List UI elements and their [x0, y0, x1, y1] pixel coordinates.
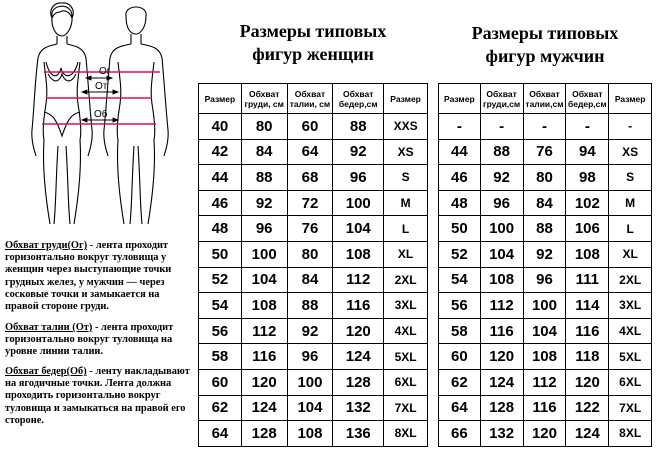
men-table-cell: 104 [523, 318, 566, 344]
women-table-cell: 48 [199, 216, 242, 242]
women-table-cell: 96 [287, 344, 333, 370]
men-title-line1: Размеры типовых [471, 23, 619, 43]
men-table-row [439, 216, 652, 242]
men-table-cell: 102 [566, 190, 609, 216]
women-table-cell: 5XL [384, 344, 428, 370]
women-table-row [199, 293, 428, 319]
men-table-cell: 6XL [609, 369, 652, 395]
women-table-cell: 80 [287, 241, 333, 267]
women-table-cell: 2XL [384, 267, 428, 293]
men-table-cell: 114 [566, 293, 609, 319]
women-table-cell: 100 [287, 369, 333, 395]
men-table-cell: 120 [480, 344, 523, 370]
women-table-cell: 108 [333, 241, 384, 267]
hips-term: Обхват бедер(Об) [5, 366, 87, 377]
waist-description [5, 322, 192, 359]
women-table-body [199, 114, 428, 447]
women-table-cell: 84 [241, 139, 287, 165]
men-table-row [439, 395, 652, 421]
men-table-cell: - [566, 114, 609, 140]
men-table-cell: 120 [566, 369, 609, 395]
women-table-cell: 7XL [384, 395, 428, 421]
men-table-cell: 111 [566, 267, 609, 293]
men-header-row [439, 84, 652, 114]
men-table-cell: 118 [566, 344, 609, 370]
men-table-cell: 116 [523, 395, 566, 421]
men-table-cell: 112 [480, 293, 523, 319]
women-table-cell: 128 [241, 421, 287, 447]
female-figure-back [104, 7, 168, 224]
men-table-row [439, 369, 652, 395]
women-table-cell: 108 [241, 293, 287, 319]
women-header-cell: Размер [384, 84, 428, 114]
men-header-cell: Обхват бедер,см [566, 84, 609, 114]
men-table-cell: 92 [523, 241, 566, 267]
women-header-cell: Обхват бедер,см [333, 84, 384, 114]
women-table-cell: 42 [199, 139, 242, 165]
women-table-cell: 62 [199, 395, 242, 421]
women-table-cell: 44 [199, 165, 242, 191]
women-table-cell: 92 [333, 139, 384, 165]
waist-term: Обхват талии (От) [5, 322, 93, 333]
men-header-cell: Размер [439, 84, 481, 114]
women-table-cell: 92 [241, 190, 287, 216]
men-table-cell: 44 [439, 139, 481, 165]
women-header-row [199, 84, 428, 114]
men-header-cell: Обхват груди,см [480, 84, 523, 114]
men-table-cell: 76 [523, 139, 566, 165]
women-table-cell: 56 [199, 318, 242, 344]
men-title-line2: фигур мужчин [485, 46, 605, 66]
men-table-row [439, 190, 652, 216]
men-table-cell: 96 [480, 190, 523, 216]
women-table-cell: 80 [241, 114, 287, 140]
women-table-cell: 52 [199, 267, 242, 293]
men-table-cell: 2XL [609, 267, 652, 293]
men-table-cell: 3XL [609, 293, 652, 319]
men-table-row [439, 114, 652, 140]
men-table-cell: 108 [566, 241, 609, 267]
men-table-cell: - [439, 114, 481, 140]
women-table-row [199, 369, 428, 395]
men-table-cell: S [609, 165, 652, 191]
female-figure-front [32, 3, 92, 224]
men-table-cell: 4XL [609, 318, 652, 344]
men-table-row [439, 318, 652, 344]
men-table-cell: 132 [480, 421, 523, 447]
men-table-cell: - [609, 114, 652, 140]
men-table-cell: 104 [480, 241, 523, 267]
men-size-table [438, 83, 652, 447]
women-table-cell: 84 [287, 267, 333, 293]
men-table-cell: 108 [523, 344, 566, 370]
women-table-cell: 132 [333, 395, 384, 421]
men-table-cell: 116 [566, 318, 609, 344]
women-table-cell: 4XL [384, 318, 428, 344]
men-table-cell: 58 [439, 318, 481, 344]
men-table-row [439, 293, 652, 319]
men-table-cell: 7XL [609, 395, 652, 421]
women-table-row [199, 190, 428, 216]
women-table-row [199, 344, 428, 370]
men-table-cell: 60 [439, 344, 481, 370]
men-table-title [434, 22, 656, 68]
women-header-cell: Обхват груди, см [241, 84, 287, 114]
women-table-cell: S [384, 165, 428, 191]
waist-label: От [95, 81, 108, 92]
women-table-cell: 64 [199, 421, 242, 447]
women-table-cell: 120 [333, 318, 384, 344]
women-table-cell: 50 [199, 241, 242, 267]
women-table-row [199, 421, 428, 447]
men-table-cell: 66 [439, 421, 481, 447]
men-table-cell: 124 [480, 369, 523, 395]
men-table-row [439, 267, 652, 293]
women-table-cell: 96 [333, 165, 384, 191]
women-table-cell: 124 [333, 344, 384, 370]
women-table-row [199, 139, 428, 165]
men-table-cell: 84 [523, 190, 566, 216]
women-table-cell: 136 [333, 421, 384, 447]
men-table-cell: 56 [439, 293, 481, 319]
men-table-row [439, 421, 652, 447]
bust-description [5, 240, 192, 313]
women-table-cell: 104 [287, 395, 333, 421]
women-table-cell: 100 [241, 241, 287, 267]
men-table-cell: 100 [523, 293, 566, 319]
men-header-cell: Размер [609, 84, 652, 114]
men-table-cell: 80 [523, 165, 566, 191]
men-table-cell: 108 [480, 267, 523, 293]
men-table-cell: 8XL [609, 421, 652, 447]
men-table-cell: 54 [439, 267, 481, 293]
waist-text: - лента проходит горизонтально вокруг туловища на уровне линии талии. [5, 322, 174, 358]
women-table-cell: 58 [199, 344, 242, 370]
men-table-cell: 88 [480, 139, 523, 165]
women-title-line2: фигур женщин [252, 44, 374, 64]
women-header-cell: Размер [199, 84, 242, 114]
women-table-cell: 88 [241, 165, 287, 191]
men-table-row [439, 165, 652, 191]
women-table-cell: 72 [287, 190, 333, 216]
women-table-cell: 60 [287, 114, 333, 140]
men-table-cell: 98 [566, 165, 609, 191]
men-table-cell: 92 [480, 165, 523, 191]
women-table-cell: 116 [333, 293, 384, 319]
women-table-title [196, 20, 430, 66]
women-table-cell: 96 [241, 216, 287, 242]
men-table-cell: 48 [439, 190, 481, 216]
men-table-cell: M [609, 190, 652, 216]
women-table-cell: 92 [287, 318, 333, 344]
men-table-row [439, 139, 652, 165]
men-table-cell: 120 [523, 421, 566, 447]
men-table-cell: - [523, 114, 566, 140]
women-table-row [199, 267, 428, 293]
women-table-cell: 100 [333, 190, 384, 216]
women-table-row [199, 395, 428, 421]
men-table-cell: 122 [566, 395, 609, 421]
women-table-cell: 68 [287, 165, 333, 191]
men-table-cell: 94 [566, 139, 609, 165]
women-title-line1: Размеры типовых [239, 21, 387, 41]
men-table-body [439, 114, 652, 447]
women-table-row [199, 318, 428, 344]
men-table-row [439, 344, 652, 370]
men-header-cell: Обхват талии,см [523, 84, 566, 114]
hips-text: - ленту накладывают на ягодичные точки. Лента должна проходить горизонтально вокруг туловища и замыкаться на правой его стороне. [5, 366, 190, 426]
men-table-cell: 88 [523, 216, 566, 242]
bust-label: Ог [99, 66, 111, 77]
men-table-cell: 112 [523, 369, 566, 395]
women-table-row [199, 165, 428, 191]
women-table-row [199, 241, 428, 267]
women-table-cell: M [384, 190, 428, 216]
body-measurement-illustration [0, 0, 192, 236]
men-table-cell: 100 [480, 216, 523, 242]
women-size-table [198, 83, 428, 447]
women-table-cell: 3XL [384, 293, 428, 319]
women-table-cell: 112 [333, 267, 384, 293]
women-table-cell: 104 [241, 267, 287, 293]
women-table-cell: 60 [199, 369, 242, 395]
women-table-cell: 112 [241, 318, 287, 344]
hips-label: Об [94, 109, 108, 120]
women-table-cell: XXS [384, 114, 428, 140]
men-table-cell: L [609, 216, 652, 242]
women-header-cell: Обхват талии, см [287, 84, 333, 114]
women-table-cell: 64 [287, 139, 333, 165]
men-table-cell: XL [609, 241, 652, 267]
women-table-cell: 6XL [384, 369, 428, 395]
men-table-cell: 116 [480, 318, 523, 344]
men-table-cell: 62 [439, 369, 481, 395]
women-table-cell: 76 [287, 216, 333, 242]
hips-description [5, 366, 192, 427]
women-table-cell: 8XL [384, 421, 428, 447]
women-table-cell: 88 [287, 293, 333, 319]
women-table-cell: XS [384, 139, 428, 165]
women-table-cell: 124 [241, 395, 287, 421]
men-table-cell: 124 [566, 421, 609, 447]
men-table-cell: 96 [523, 267, 566, 293]
men-table-cell: 52 [439, 241, 481, 267]
women-table-row [199, 114, 428, 140]
women-table-cell: 120 [241, 369, 287, 395]
men-table-cell: 5XL [609, 344, 652, 370]
men-table-row [439, 241, 652, 267]
men-table-cell: 128 [480, 395, 523, 421]
women-table-cell: 104 [333, 216, 384, 242]
men-table-cell: 64 [439, 395, 481, 421]
women-table-cell: 54 [199, 293, 242, 319]
bust-term: Обхват груди(Ог) [5, 240, 88, 251]
women-table-cell: 128 [333, 369, 384, 395]
men-table-cell: 106 [566, 216, 609, 242]
men-table-cell: XS [609, 139, 652, 165]
women-table-cell: 108 [287, 421, 333, 447]
women-table-cell: 88 [333, 114, 384, 140]
women-table-cell: XL [384, 241, 428, 267]
bust-text: - лента проходит горизонтально вокруг туловища у женщин через выступающие точки грудных желез, у мужчин — через сосковые точки и замыкается на правой стороне груди. [5, 240, 172, 313]
men-table-cell: - [480, 114, 523, 140]
men-table-cell: 46 [439, 165, 481, 191]
women-table-cell: L [384, 216, 428, 242]
women-table-row [199, 216, 428, 242]
women-table-cell: 40 [199, 114, 242, 140]
women-table-cell: 116 [241, 344, 287, 370]
men-table-cell: 50 [439, 216, 481, 242]
women-table-cell: 46 [199, 190, 242, 216]
